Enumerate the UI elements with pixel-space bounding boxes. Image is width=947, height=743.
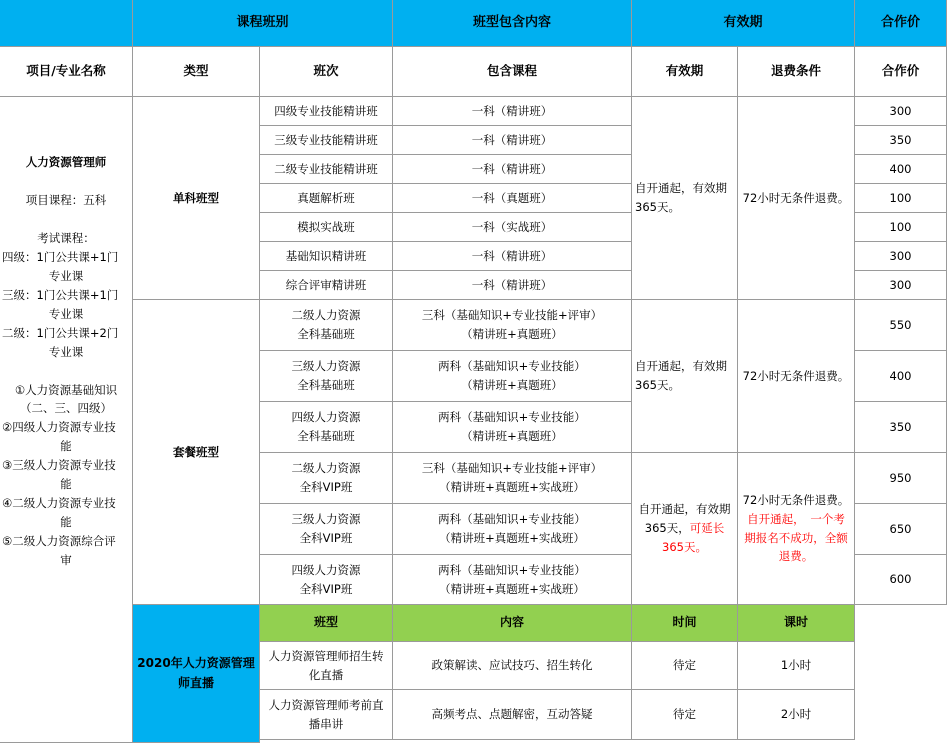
table-row: 两科（基础知识+专业技能） （精讲班+真题班） xyxy=(393,402,632,453)
header-content: 班型包含内容 xyxy=(393,0,632,47)
table-row: 三科（基础知识+专业技能+评审） （精讲班+真题班+实战班） xyxy=(393,453,632,504)
price-cell: 300 xyxy=(855,242,947,271)
price-cell: 600 xyxy=(855,555,947,605)
basic-refund: 72小时无条件退费。 xyxy=(738,300,855,453)
table-row: 二级人力资源 全科VIP班 xyxy=(260,453,393,504)
header-validity: 有效期 xyxy=(632,0,855,47)
table-row: 一科（精讲班） xyxy=(393,97,632,126)
table-row: 两科（基础知识+专业技能） （精讲班+真题班+实战班） xyxy=(393,555,632,605)
table-row: 四级专业技能精讲班 xyxy=(260,97,393,126)
table-row: 一科（精讲班） xyxy=(393,155,632,184)
price-cell: 100 xyxy=(855,184,947,213)
col-validity: 有效期 xyxy=(632,47,738,97)
price-cell: 950 xyxy=(855,453,947,504)
col-price: 合作价 xyxy=(855,47,947,97)
live-header-type: 班型 xyxy=(260,605,393,642)
table-row: 三级专业技能精讲班 xyxy=(260,126,393,155)
price-cell: 400 xyxy=(855,351,947,402)
package-type-label: 套餐班型 xyxy=(133,300,260,605)
price-cell: 100 xyxy=(855,213,947,242)
col-refund: 退费条件 xyxy=(738,47,855,97)
table-row: 基础知识精讲班 xyxy=(260,242,393,271)
header-blank xyxy=(0,0,133,47)
price-cell: 300 xyxy=(855,271,947,300)
price-cell: 650 xyxy=(855,504,947,555)
table-row: 三级人力资源 全科VIP班 xyxy=(260,504,393,555)
vip-validity: 自开通起，有效期 365天，可延长 365天。 xyxy=(632,453,738,605)
price-cell: 350 xyxy=(855,126,947,155)
table-row: 四级人力资源 全科基础班 xyxy=(260,402,393,453)
basic-validity: 自开通起，有效期365天。 xyxy=(632,300,738,453)
live-row: 1小时 xyxy=(738,642,855,690)
live-row: 待定 xyxy=(632,642,738,690)
project-info: 人力资源管理师 项目课程：五科 考试课程： 四级：1门公共课+1门 专业课 三级：1门公共课+1门 专业课 二级：1门公共课+2门 专业课 ①人力资源基础知识 （二、三、四级） ②四级人力资源专业技 能 ③三级人力资源专业技 能 ④二级人力资源专业技 能 ⑤二级人力资源综合评 审 xyxy=(0,97,133,743)
live-row: 2小时 xyxy=(738,690,855,740)
vip-refund: 72小时无条件退费。 自开通起， 一个考 期报名不成功，全额 退费。 xyxy=(738,453,855,605)
live-title: 2020年人力资源管理 师直播 xyxy=(133,605,260,743)
table-row: 三级人力资源 全科基础班 xyxy=(260,351,393,402)
project-courses: 项目课程：五科 xyxy=(25,192,107,207)
single-type-label: 单科班型 xyxy=(133,97,260,300)
table-row: 真题解析班 xyxy=(260,184,393,213)
header-price: 合作价 xyxy=(855,0,947,47)
price-cell: 400 xyxy=(855,155,947,184)
col-project: 项目/专业名称 xyxy=(0,47,133,97)
table-row: 四级人力资源 全科VIP班 xyxy=(260,555,393,605)
live-header-hours: 课时 xyxy=(738,605,855,642)
price-cell: 300 xyxy=(855,97,947,126)
live-row: 待定 xyxy=(632,690,738,740)
single-refund: 72小时无条件退费。 xyxy=(738,97,855,300)
live-header-time: 时间 xyxy=(632,605,738,642)
live-row: 政策解读、应试技巧、招生转化 xyxy=(393,642,632,690)
live-row: 高频考点、点题解密，互动答疑 xyxy=(393,690,632,740)
col-type: 类型 xyxy=(133,47,260,97)
table-row: 综合评审精讲班 xyxy=(260,271,393,300)
table-row: 两科（基础知识+专业技能） （精讲班+真题班） xyxy=(393,351,632,402)
single-validity: 自开通起，有效期365天。 xyxy=(632,97,738,300)
project-title: 人力资源管理师 xyxy=(25,154,107,169)
table-row: 两科（基础知识+专业技能） （精讲班+真题班+实战班） xyxy=(393,504,632,555)
price-cell: 350 xyxy=(855,402,947,453)
table-row: 模拟实战班 xyxy=(260,213,393,242)
table-row: 一科（真题班） xyxy=(393,184,632,213)
header-class-type: 课程班别 xyxy=(133,0,393,47)
live-row: 人力资源管理师招生转 化直播 xyxy=(260,642,393,690)
table-row: 一科（精讲班） xyxy=(393,242,632,271)
col-class-name: 班次 xyxy=(260,47,393,97)
table-row: 一科（精讲班） xyxy=(393,271,632,300)
table-row: 一科（实战班） xyxy=(393,213,632,242)
price-cell: 550 xyxy=(855,300,947,351)
live-row: 人力资源管理师考前直 播串讲 xyxy=(260,690,393,740)
table-row: 三科（基础知识+专业技能+评审） （精讲班+真题班） xyxy=(393,300,632,351)
col-courses: 包含课程 xyxy=(393,47,632,97)
table-row: 二级人力资源 全科基础班 xyxy=(260,300,393,351)
table-row: 一科（精讲班） xyxy=(393,126,632,155)
table-row: 二级专业技能精讲班 xyxy=(260,155,393,184)
exam-label: 考试课程： xyxy=(37,230,95,245)
live-header-content: 内容 xyxy=(393,605,632,642)
